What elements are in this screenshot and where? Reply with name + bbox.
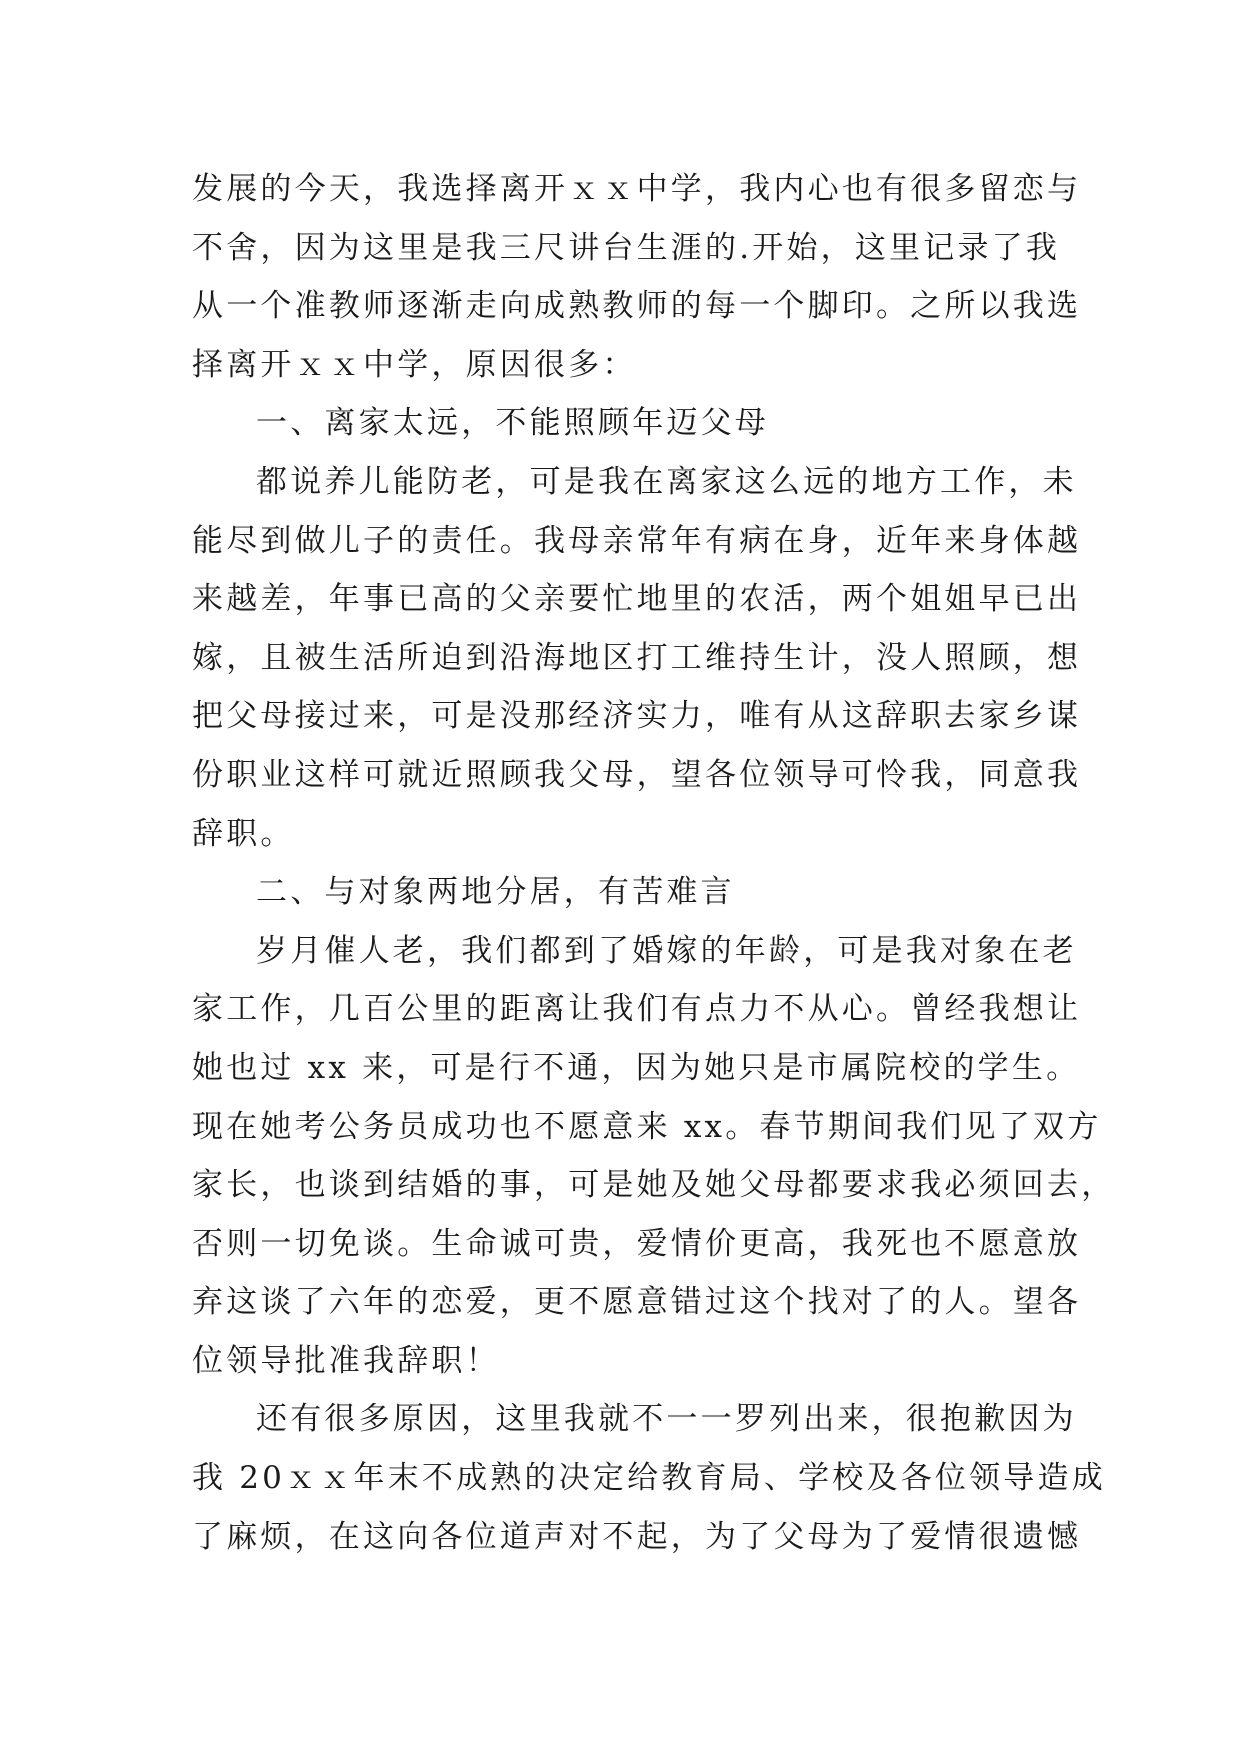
text-line: 发展的今天，我选择离开ｘｘ中学，我内心也有很多留恋与 bbox=[192, 171, 1082, 207]
text-line: 择离开ｘｘ中学，原因很多： bbox=[192, 346, 637, 383]
text-line: 辞职。 bbox=[192, 815, 295, 852]
text-line: 弃这谈了六年的恋爱，更不愿意错过这个找对了的人。望各 bbox=[192, 1284, 1082, 1321]
text-line: 不舍，因为这里是我三尺讲台生涯的.开始，这里记录了我 bbox=[192, 229, 1061, 266]
text-line: 把父母接过来，可是没那经济实力，唯有从这辞职去家乡谋 bbox=[192, 698, 1082, 735]
text-line: 了麻烦，在这向各位道声对不起，为了父母为了爱情很遗憾 bbox=[192, 1518, 1082, 1555]
text-line: 位领导批准我辞职！ bbox=[192, 1342, 500, 1379]
text-line: 嫁，且被生活所迫到沿海地区打工维持生计，没人照顾，想 bbox=[192, 639, 1082, 676]
text-line: 现在她考公务员成功也不愿意来 xx。春节期间我们见了双方 bbox=[192, 1108, 1102, 1145]
text-line: 岁月催人老，我们都到了婚嫁的年龄，可是我对象在老 bbox=[256, 932, 1077, 969]
text-line: 我 20ｘｘ年末不成熟的决定给教育局、学校及各位领导造成 bbox=[192, 1460, 1106, 1497]
text-line: 她也过 xx 来，可是行不通，因为她只是市属院校的学生。 bbox=[192, 1049, 1081, 1086]
text-line: 否则一切免谈。生命诚可贵，爱情价更高，我死也不愿意放 bbox=[192, 1225, 1082, 1262]
text-line: 都说养儿能防老，可是我在离家这么远的地方工作，未 bbox=[256, 463, 1077, 500]
section-heading: 一、离家太远，不能照顾年迈父母 bbox=[256, 405, 769, 442]
document-body bbox=[192, 160, 1116, 1566]
text-line: 来越差，年事已高的父亲要忙地里的农活，两个姐姐早已出 bbox=[192, 581, 1082, 618]
text-line: 从一个准教师逐渐走向成熟教师的每一个脚印。之所以我选 bbox=[192, 288, 1082, 325]
text-line: 份职业这样可就近照顾我父母，望各位领导可怜我，同意我 bbox=[192, 756, 1082, 793]
text-line: 还有很多原因，这里我就不一一罗列出来，很抱歉因为 bbox=[256, 1401, 1077, 1438]
text-line: 家工作，几百公里的距离让我们有点力不从心。曾经我想让 bbox=[192, 991, 1082, 1028]
section-heading: 二、与对象两地分居，有苦难言 bbox=[256, 874, 735, 911]
text-line: 家长，也谈到结婚的事，可是她及她父母都要求我必须回去， bbox=[192, 1167, 1116, 1204]
text-line: 能尽到做儿子的责任。我母亲常年有病在身，近年来身体越 bbox=[192, 522, 1082, 559]
